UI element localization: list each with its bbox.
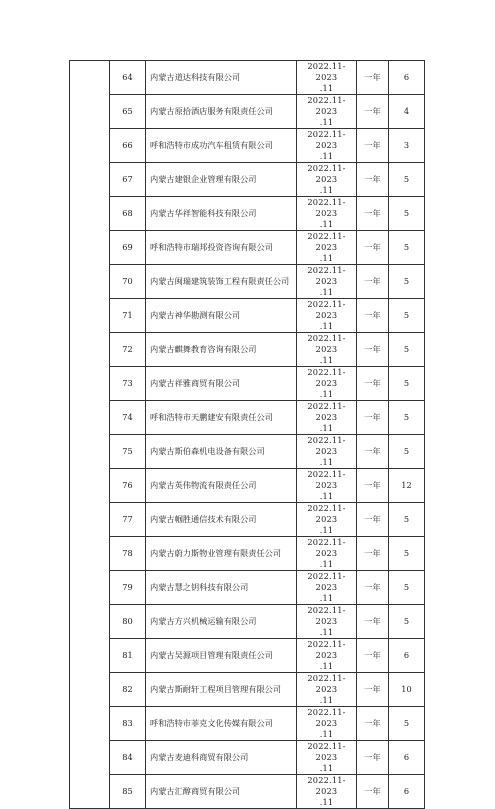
row-number: 68	[110, 197, 146, 231]
service-period	[297, 707, 357, 741]
table-row	[70, 401, 425, 435]
service-period	[297, 469, 357, 503]
table-row	[70, 163, 425, 197]
period-line-1: 2022.11-2023	[307, 503, 346, 524]
duration: 一年	[357, 673, 389, 707]
service-period	[297, 163, 357, 197]
service-period	[297, 61, 357, 95]
duration: 一年	[357, 333, 389, 367]
period-line-1: 2022.11-2023	[307, 605, 346, 626]
count: 10	[389, 673, 425, 707]
period-line-2: .11	[319, 491, 334, 501]
count: 5	[389, 435, 425, 469]
count: 5	[389, 231, 425, 265]
table-row	[70, 503, 425, 537]
table-body	[70, 61, 425, 809]
company-name: 呼和浩特市天鹏建安有限责任公司	[146, 401, 297, 435]
period-line-2: .11	[319, 151, 334, 161]
count: 3	[389, 129, 425, 163]
company-name: 内蒙古麒舞教育咨询有限公司	[146, 333, 297, 367]
duration: 一年	[357, 571, 389, 605]
row-number: 76	[110, 469, 146, 503]
table-row	[70, 537, 425, 571]
period-line-2: .11	[319, 457, 334, 467]
row-number: 83	[110, 707, 146, 741]
period-line-1: 2022.11-2023	[307, 197, 346, 218]
period-line-2: .11	[319, 185, 334, 195]
company-name: 呼和浩特市菲克文化传媒有限公司	[146, 707, 297, 741]
service-period	[297, 639, 357, 673]
table-row	[70, 129, 425, 163]
service-period	[297, 197, 357, 231]
period-line-2: .11	[319, 797, 334, 807]
row-number: 78	[110, 537, 146, 571]
duration: 一年	[357, 61, 389, 95]
duration: 一年	[357, 707, 389, 741]
row-number: 82	[110, 673, 146, 707]
count: 5	[389, 571, 425, 605]
period-line-1: 2022.11-2023	[307, 537, 346, 558]
duration: 一年	[357, 435, 389, 469]
period-line-2: .11	[319, 593, 334, 603]
period-line-1: 2022.11-2023	[307, 401, 346, 422]
row-number: 74	[110, 401, 146, 435]
period-line-1: 2022.11-2023	[307, 435, 346, 456]
company-name: 内蒙古方兴机械运输有限公司	[146, 605, 297, 639]
count: 5	[389, 503, 425, 537]
table-row	[70, 707, 425, 741]
service-period	[297, 435, 357, 469]
company-name: 内蒙古原拾酒店服务有限责任公司	[146, 95, 297, 129]
duration: 一年	[357, 537, 389, 571]
table-row	[70, 367, 425, 401]
period-line-1: 2022.11-2023	[307, 231, 346, 252]
company-name: 内蒙古闽瑞建筑装饰工程有限责任公司	[146, 265, 297, 299]
row-number: 84	[110, 741, 146, 775]
row-number: 73	[110, 367, 146, 401]
table-row	[70, 435, 425, 469]
company-name: 内蒙古吴源项目管理有限责任公司	[146, 639, 297, 673]
period-line-1: 2022.11-2023	[307, 775, 346, 796]
row-number: 71	[110, 299, 146, 333]
company-name: 内蒙古麦迪科商贸有限公司	[146, 741, 297, 775]
period-line-1: 2022.11-2023	[307, 129, 346, 150]
row-number: 66	[110, 129, 146, 163]
table-row	[70, 265, 425, 299]
duration: 一年	[357, 129, 389, 163]
service-period	[297, 673, 357, 707]
row-number: 81	[110, 639, 146, 673]
service-period	[297, 333, 357, 367]
service-period	[297, 231, 357, 265]
row-number: 67	[110, 163, 146, 197]
period-line-2: .11	[319, 525, 334, 535]
period-line-2: .11	[319, 83, 334, 93]
period-line-1: 2022.11-2023	[307, 299, 346, 320]
count: 5	[389, 163, 425, 197]
service-period	[297, 129, 357, 163]
count: 6	[389, 639, 425, 673]
duration: 一年	[357, 605, 389, 639]
table-row	[70, 231, 425, 265]
period-line-2: .11	[319, 627, 334, 637]
period-line-2: .11	[319, 763, 334, 773]
table-row	[70, 639, 425, 673]
duration: 一年	[357, 503, 389, 537]
period-line-2: .11	[319, 661, 334, 671]
table-row	[70, 333, 425, 367]
company-name: 内蒙古斯耐轩工程项目管理有限公司	[146, 673, 297, 707]
period-line-2: .11	[319, 695, 334, 705]
company-name: 内蒙古祥雅商贸有限公司	[146, 367, 297, 401]
company-name: 内蒙古帼胜通信技术有限公司	[146, 503, 297, 537]
duration: 一年	[357, 741, 389, 775]
row-number: 75	[110, 435, 146, 469]
row-number: 72	[110, 333, 146, 367]
period-line-2: .11	[319, 253, 334, 263]
period-line-1: 2022.11-2023	[307, 673, 346, 694]
service-period	[297, 605, 357, 639]
category-cell	[70, 61, 110, 809]
duration: 一年	[357, 639, 389, 673]
period-line-2: .11	[319, 355, 334, 365]
period-line-2: .11	[319, 287, 334, 297]
table-row	[70, 469, 425, 503]
service-period	[297, 299, 357, 333]
table-row	[70, 673, 425, 707]
period-line-1: 2022.11-2023	[307, 469, 346, 490]
table-row	[70, 95, 425, 129]
count: 6	[389, 775, 425, 809]
period-line-2: .11	[319, 559, 334, 569]
duration: 一年	[357, 265, 389, 299]
table-row	[70, 741, 425, 775]
table-row	[70, 571, 425, 605]
row-number: 79	[110, 571, 146, 605]
count: 6	[389, 61, 425, 95]
count: 5	[389, 197, 425, 231]
service-period	[297, 95, 357, 129]
duration: 一年	[357, 775, 389, 809]
company-name: 内蒙古英伟物流有限责任公司	[146, 469, 297, 503]
period-line-1: 2022.11-2023	[307, 707, 346, 728]
period-line-2: .11	[319, 219, 334, 229]
row-number: 69	[110, 231, 146, 265]
row-number: 77	[110, 503, 146, 537]
count: 5	[389, 605, 425, 639]
service-period	[297, 741, 357, 775]
company-name: 呼和浩特市瑞邦投资咨询有限公司	[146, 231, 297, 265]
service-period	[297, 537, 357, 571]
duration: 一年	[357, 401, 389, 435]
count: 6	[389, 741, 425, 775]
period-line-1: 2022.11-2023	[307, 367, 346, 388]
service-period	[297, 265, 357, 299]
period-line-2: .11	[319, 729, 334, 739]
row-number: 80	[110, 605, 146, 639]
service-period	[297, 401, 357, 435]
table-row	[70, 605, 425, 639]
table-row	[70, 61, 425, 95]
period-line-1: 2022.11-2023	[307, 95, 346, 116]
company-name: 内蒙古汇醇商贸有限公司	[146, 775, 297, 809]
company-table	[69, 60, 425, 809]
service-period	[297, 367, 357, 401]
service-period	[297, 503, 357, 537]
duration: 一年	[357, 367, 389, 401]
period-line-1: 2022.11-2023	[307, 163, 346, 184]
company-name: 呼和浩特市成功汽车租赁有限公司	[146, 129, 297, 163]
duration: 一年	[357, 469, 389, 503]
duration: 一年	[357, 95, 389, 129]
service-period	[297, 571, 357, 605]
service-period	[297, 775, 357, 809]
row-number: 65	[110, 95, 146, 129]
period-line-2: .11	[319, 423, 334, 433]
period-line-1: 2022.11-2023	[307, 265, 346, 286]
count: 5	[389, 537, 425, 571]
count: 5	[389, 265, 425, 299]
period-line-1: 2022.11-2023	[307, 571, 346, 592]
company-name: 内蒙古神华勘测有限公司	[146, 299, 297, 333]
table-row	[70, 197, 425, 231]
company-name: 内蒙古慧之钥科技有限公司	[146, 571, 297, 605]
count: 5	[389, 367, 425, 401]
company-name: 内蒙古道达科技有限公司	[146, 61, 297, 95]
duration: 一年	[357, 197, 389, 231]
table-row	[70, 299, 425, 333]
company-name: 内蒙古蔚力斯物业管理有限责任公司	[146, 537, 297, 571]
row-number: 70	[110, 265, 146, 299]
count: 5	[389, 299, 425, 333]
company-name: 内蒙古斯伯森机电设备有限公司	[146, 435, 297, 469]
period-line-1: 2022.11-2023	[307, 741, 346, 762]
period-line-2: .11	[319, 389, 334, 399]
duration: 一年	[357, 231, 389, 265]
count: 4	[389, 95, 425, 129]
table-row	[70, 775, 425, 809]
period-line-1: 2022.11-2023	[307, 333, 346, 354]
duration: 一年	[357, 299, 389, 333]
count: 5	[389, 707, 425, 741]
duration: 一年	[357, 163, 389, 197]
period-line-1: 2022.11-2023	[307, 639, 346, 660]
company-name: 内蒙古建银企业管理有限公司	[146, 163, 297, 197]
count: 12	[389, 469, 425, 503]
count: 5	[389, 401, 425, 435]
period-line-2: .11	[319, 117, 334, 127]
count: 5	[389, 333, 425, 367]
company-name: 内蒙古华祥智能科技有限公司	[146, 197, 297, 231]
row-number: 64	[110, 61, 146, 95]
period-line-1: 2022.11-2023	[307, 61, 346, 82]
period-line-2: .11	[319, 321, 334, 331]
row-number: 85	[110, 775, 146, 809]
